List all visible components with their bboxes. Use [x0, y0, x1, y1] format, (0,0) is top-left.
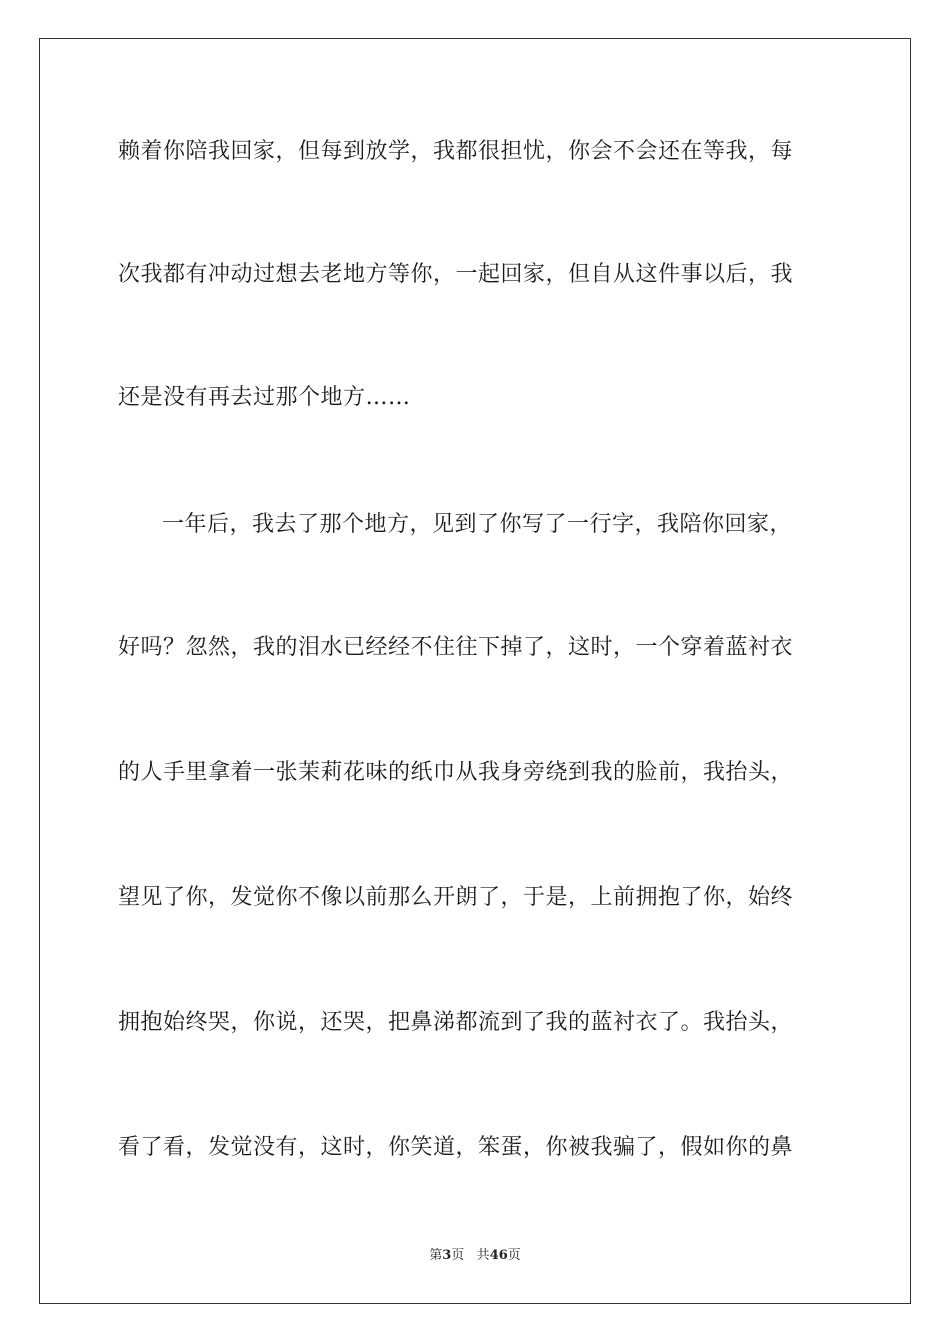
- total-prefix: 共: [476, 1248, 490, 1263]
- total-suffix: 页: [507, 1248, 521, 1263]
- text-line: 的人手里拿着一张茉莉花味的纸巾从我身旁绕到我的脸前，我抬头，: [118, 760, 794, 785]
- text-line: 望见了你，发觉你不像以前那么开朗了，于是，上前拥抱了你，始终: [118, 885, 794, 910]
- page-suffix: 页: [451, 1248, 465, 1263]
- text-line-paragraph-start: 一年后，我去了那个地方，见到了你写了一行字，我陪你回家，: [162, 512, 793, 537]
- page-border: [39, 38, 911, 1304]
- page-footer: [0, 1247, 950, 1265]
- text-line: 还是没有再去过那个地方……: [118, 385, 411, 410]
- text-line: 次我都有冲动过想去老地方等你，一起回家，但自从这件事以后，我: [118, 262, 794, 287]
- current-page-number: 3: [442, 1248, 452, 1263]
- text-line: 赖着你陪我回家，但每到放学，我都很担忧，你会不会还在等我，每: [118, 139, 794, 164]
- text-line: 看了看，发觉没有，这时，你笑道，笨蛋，你被我骗了，假如你的鼻: [118, 1135, 794, 1160]
- total-page-count: 46: [489, 1248, 508, 1263]
- text-line: 好吗？忽然，我的泪水已经经不住往下掉了，这时，一个穿着蓝衬衣: [118, 635, 794, 660]
- page-prefix: 第: [429, 1248, 443, 1263]
- text-line: 拥抱始终哭，你说，还哭，把鼻涕都流到了我的蓝衬衣了。我抬头，: [118, 1010, 794, 1035]
